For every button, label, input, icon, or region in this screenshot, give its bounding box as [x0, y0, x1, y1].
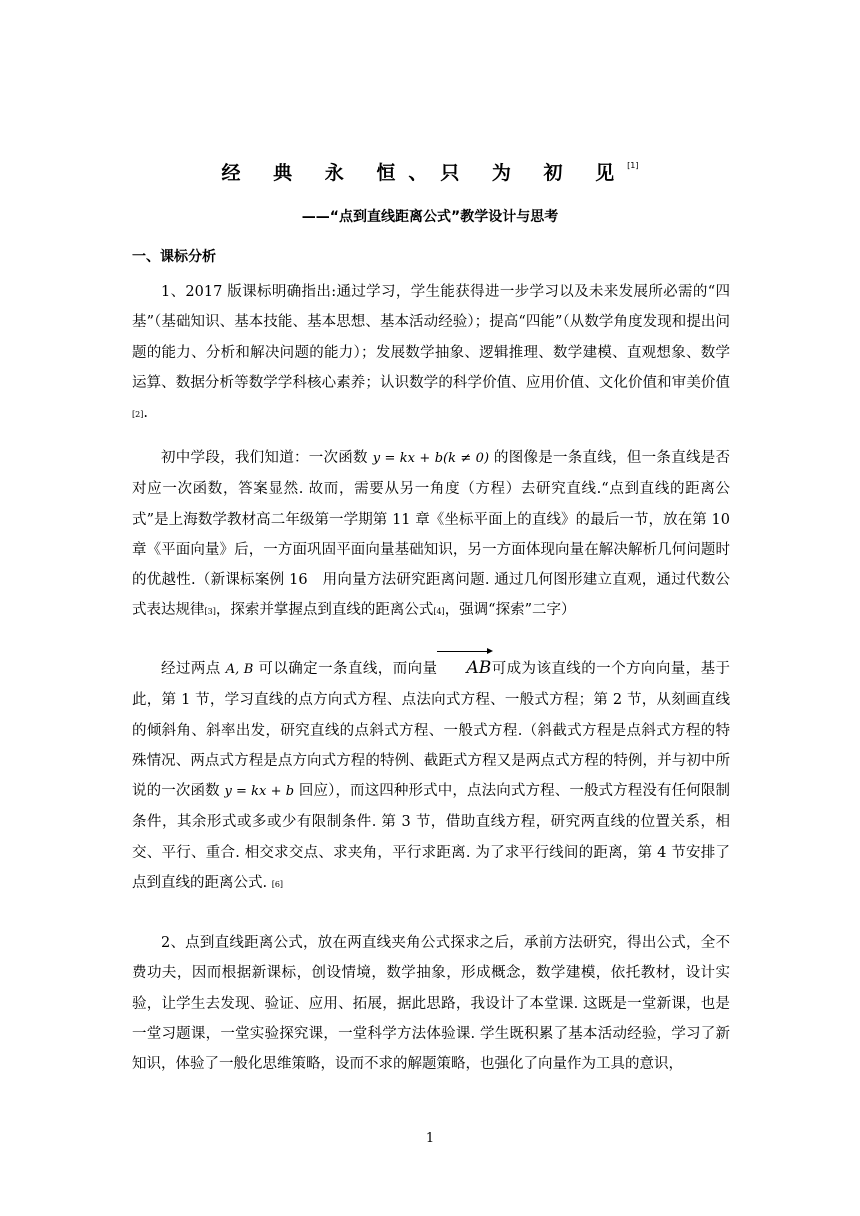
paragraph-1-text: 1、2017 版课标明确指出:通过学习，学生能获得进一步学习以及未来发展所必需的“四基”（基础知识、基本技能、基本思想、基本活动经验）；提高“四能”（从数学角度发现和提出问题的能力、分析和解决问题的能力）；发展数学抽象、逻辑推理、数学建模、直观想象、数学运算、数据分析等数学学科核心素养；认识数学的科学价值、应用价值、文化价值和审美价值 — [132, 284, 730, 391]
paragraph-1 — [132, 277, 730, 428]
paragraph-1-end: . — [143, 405, 148, 422]
citation-2: [2] — [132, 410, 144, 420]
paragraph-3-text-a: 经过两点 — [161, 661, 226, 677]
vector-ab: AB — [437, 653, 491, 683]
document-subtitle: ——“点到直线距离公式”教学设计与思考 — [301, 209, 559, 225]
paragraph-3 — [132, 653, 730, 898]
title-text: 经 典 永 恒、只 为 初 见 — [221, 162, 628, 184]
citation-3: [3] — [204, 607, 216, 617]
paragraph-2-text-b: 的图像是一条直线，但一条直线是否对应一次函数，答案显然. 故而，需要从另一角度（方程）去研究直线.“点到直线的距离公式”是上海数学教材高二年级第一学期第 11 章《坐标平面上的直线》的最后一节，放在第 10 章《平面向量》后，一方面巩固平面向量基础知识，另一方面体现向量在解决解析几何问题时的优越性.（新课标案例 16 用向量方法研究距离问题. 通过几何图形建立直观，通过代数公式表达规律 — [132, 450, 731, 619]
paragraph-2-text-a: 初中学段，我们知道：一次函数 — [161, 450, 373, 466]
citation-6: [6] — [271, 880, 284, 890]
paragraph-2-text-d: ，强调“探索”二字） — [444, 602, 576, 619]
linear-function-formula: y = kx + b(k ≠ 0) — [372, 451, 490, 466]
citation-4: [4] — [433, 607, 445, 617]
slope-intercept-formula: y = kx + b — [224, 784, 295, 800]
paragraph-3-text-b: 可以确定一条直线，而向量 — [253, 661, 438, 677]
points-label: A, B — [225, 662, 254, 677]
paragraph-4: 2、点到直线距离公式，放在两直线夹角公式探求之后，承前方法研究，得出公式，全不费功夫，因而根据新课标，创设情境，数学抽象，形成概念，数学建模，依托教材，设计实验，让学生去发现、验证、应用、拓展，据此思路，我设计了本堂课. 这既是一堂新课，也是一堂习题课，一堂实验探究课，一堂科学方法体验课. 学生既积累了基本活动经验，学习了新知识，体验了一般化思维策略，设而不求的解题策略，也强化了向量作为工具的意识， — [132, 935, 730, 1073]
section-heading: 一、课标分析 — [132, 249, 216, 265]
paragraph-2-text-c: ，探索并掌握点到直线的距离公式 — [215, 602, 434, 619]
page-number: 1 — [425, 1131, 435, 1146]
title-reference: [1] — [627, 161, 639, 170]
document-title — [0, 158, 860, 185]
paragraph-2 — [132, 443, 730, 626]
paragraph-3-text-c: 可成为该直线的一个方向向量，基于此，第 1 节，学习直线的点方向式方程、点法向式方程、一般式方程；第 2 节，从刻画直线的倾斜角、斜率出发，研究直线的点斜式方程、一般式方程.（斜截式方程是点斜式方程的特殊情况、两点式方程是点方向式方程的特例、截距式方程又是两点式方程的特例，并与初中所说的一次函数 — [132, 661, 731, 800]
paragraph-3-text-d: 回应），而这四种形式中，点法向式方程、一般式方程没有任何限制条件，其余形式或多或少有限制条件. 第 3 节，借助直线方程，研究两直线的位置关系，相交、平行、重合. 相交求交点、求夹角，平行求距离. 为了求平行线间的距离，第 4 节安排了点到直线的距离公式. — [132, 783, 730, 892]
